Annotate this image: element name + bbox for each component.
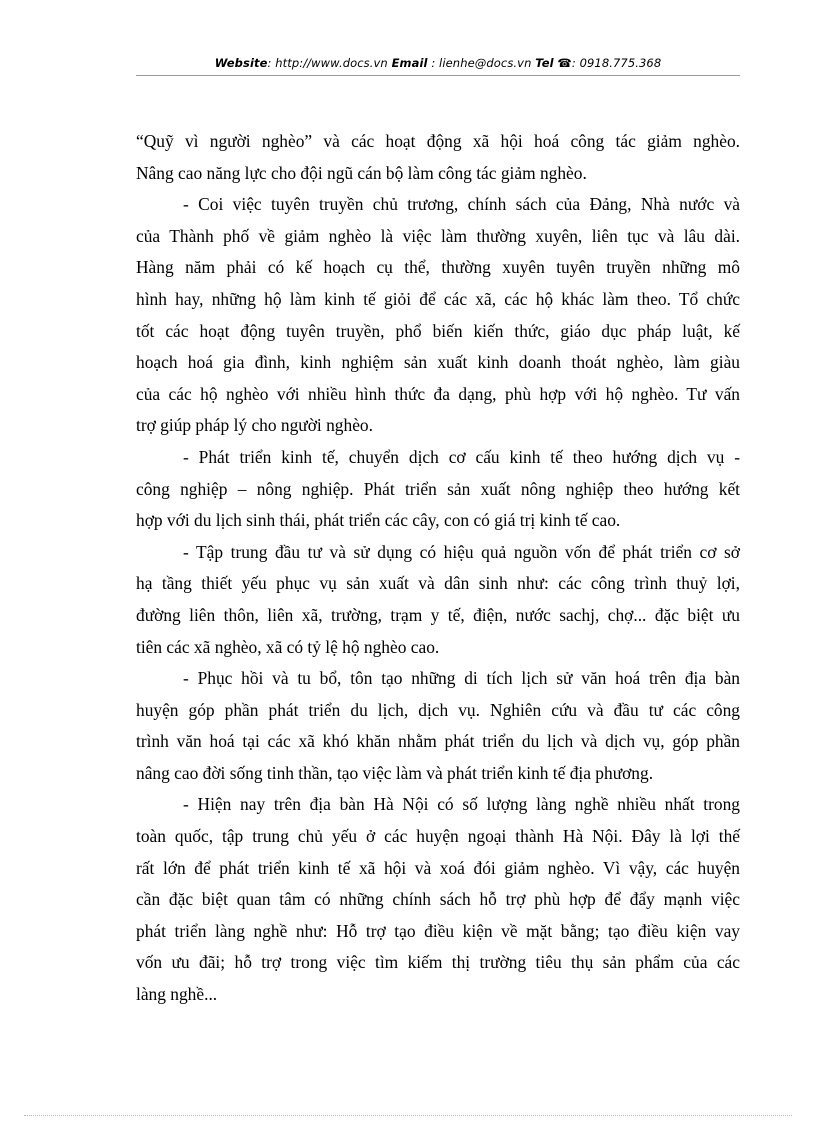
paragraph-start: - Hiện nay trên địa bàn Hà Nội có số lượng làng nghề nhiều nhất trong: [183, 794, 740, 815]
text-line: vốn ưu đãi; hỗ trợ trong việc tìm kiếm thị trường tiêu thụ sản phẩm của các: [136, 952, 740, 973]
page-header: [136, 56, 740, 70]
email-address[interactable]: : lienhe@docs.vn: [431, 56, 532, 70]
text-line: rất lớn để phát triển kinh tế xã hội và xoá đói giảm nghèo. Vì vậy, các huyện: [136, 857, 740, 878]
text-line: trình văn hoá tại các xã khó khăn nhằm phát triển du lịch và dịch vụ, góp phần: [136, 731, 740, 752]
text-line: hạ tầng thiết yếu phục vụ sản xuất và dân sinh như: các công trình thuỷ lợi,: [136, 573, 740, 594]
text-line: nâng cao đời sống tinh thần, tạo việc làm và phát triển kinh tế địa phương.: [136, 762, 654, 783]
text-line: tốt các hoạt động tuyên truyền, phổ biến kiến thức, giáo dục pháp luật, kế: [136, 320, 740, 341]
text-line: Nâng cao năng lực cho đội ngũ cán bộ làm công tác giảm nghèo.: [136, 162, 587, 183]
text-line: “Quỹ vì người nghèo” và các hoạt động xã hội hoá công tác giảm nghèo.: [136, 131, 740, 151]
paragraph-start: - Tập trung đầu tư và sử dụng có hiệu quả nguồn vốn để phát triển cơ sở: [183, 541, 740, 562]
tel-label: Tel: [535, 56, 554, 70]
text-line: đường liên thôn, liên xã, trường, trạm y tế, điện, nước sachj, chợ... đặc biệt ưu: [136, 604, 740, 625]
paragraph-start: - Phục hồi và tu bổ, tôn tạo những di tích lịch sử văn hoá trên địa bàn: [183, 668, 740, 689]
text-line: hợp với du lịch sinh thái, phát triển các cây, con có giá trị kinh tế cao.: [136, 510, 621, 531]
text-line: hình hay, những hộ làm kinh tế giỏi để các xã, các hộ khác làm theo. Tổ chức: [136, 288, 740, 309]
website-label: Website: [214, 56, 268, 70]
paragraph-start: - Phát triển kinh tế, chuyển dịch cơ cấu kinh tế theo hướng dịch vụ -: [183, 446, 740, 467]
text-line: của các hộ nghèo với nhiều hình thức đa dạng, phù hợp với hộ nghèo. Tư vấn: [136, 383, 740, 404]
website-url[interactable]: : http://www.docs.vn: [267, 56, 388, 70]
text-line: hoạch hoá gia đình, kinh nghiệm sản xuất kinh doanh thoát nghèo, làm giàu: [136, 352, 740, 373]
text-line: phát triển làng nghề như: Hỗ trợ tạo điều kiện về mặt bằng; tạo điều kiện vay: [136, 920, 740, 941]
paragraph-start: - Coi việc tuyên truyền chủ trương, chính sách của Đảng, Nhà nước và: [183, 194, 740, 215]
text-line: toàn quốc, tập trung chủ yếu ở các huyện ngoại thành Hà Nội. Đây là lợi thế: [136, 826, 740, 847]
footer-divider: [24, 1115, 792, 1116]
text-line: Hàng năm phải có kế hoạch cụ thể, thường xuyên tuyên truyền những mô: [136, 257, 740, 278]
document-body: [136, 126, 740, 1011]
text-line: tiên các xã nghèo, xã có tỷ lệ hộ nghèo cao.: [136, 636, 440, 657]
text-line: trợ giúp pháp lý cho người nghèo.: [136, 415, 373, 436]
text-line: cần đặc biệt quan tâm có những chính sách hỗ trợ phù hợp để đẩy mạnh việc: [136, 889, 740, 910]
tel-number: : 0918.775.368: [571, 56, 662, 70]
text-line: huyện góp phần phát triển du lịch, dịch vụ. Nghiên cứu và đầu tư các công: [136, 699, 740, 720]
text-line: làng nghề...: [136, 984, 218, 1005]
text-line: công nghiệp – nông nghiệp. Phát triển sản xuất nông nghiệp theo hướng kết: [136, 478, 740, 499]
email-label: Email: [391, 56, 428, 70]
phone-icon: ☎: [557, 56, 572, 70]
header-divider: [136, 75, 740, 76]
text-line: của Thành phố về giảm nghèo là việc làm thường xuyên, liên tục và lâu dài.: [136, 225, 740, 246]
